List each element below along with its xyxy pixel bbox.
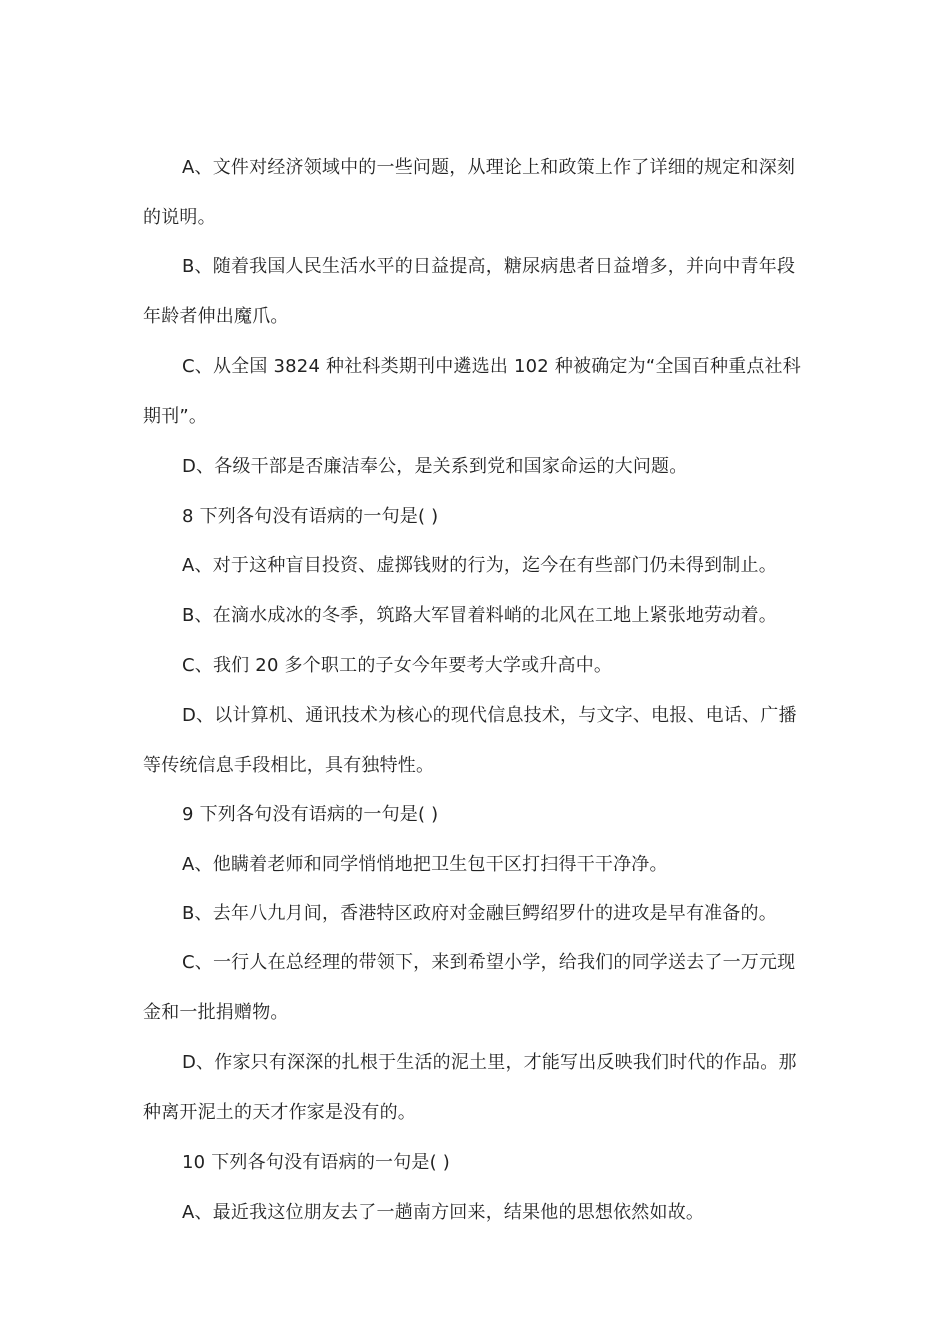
option-a-q7: A、文件对经济领域中的一些问题，从理论上和政策上作了详细的规定和深刻的说明。: [143, 157, 796, 228]
question-8: 8 下列各句没有语病的一句是( ): [182, 506, 439, 527]
option-a-q10: A、最近我这位朋友去了一趟南方回来，结果他的思想依然如故。: [182, 1202, 705, 1223]
option-c-q9: C、一行人在总经理的带领下，来到希望小学，给我们的同学送去了一万元现金和一批捐赠物。: [143, 952, 796, 1023]
option-b-q7: B、随着我国人民生活水平的日益提高，糖尿病患者日益增多，并向中青年段年龄者伸出魔爪。: [143, 256, 796, 327]
option-d-q9: D、作家只有深深的扎根于生活的泥土里，才能写出反映我们时代的作品。那种离开泥土的天才作家是没有的。: [143, 1052, 797, 1123]
question-10: 10 下列各句没有语病的一句是( ): [182, 1152, 450, 1173]
option-c-q8: C、我们 20 多个职工的子女今年要考大学或升高中。: [182, 655, 613, 676]
question-9: 9 下列各句没有语病的一句是( ): [182, 804, 439, 825]
option-b-q9: B、去年八九月间，香港特区政府对金融巨鳄绍罗什的进攻是早有准备的。: [182, 903, 777, 924]
option-a-q8: A、对于这种盲目投资、虚掷钱财的行为，迄今在有些部门仍未得到制止。: [182, 555, 777, 576]
option-b-q8: B、在滴水成冰的冬季，筑路大军冒着料峭的北风在工地上紧张地劳动着。: [182, 605, 777, 626]
option-d-q7: D、各级干部是否廉洁奉公，是关系到党和国家命运的大问题。: [182, 456, 688, 477]
option-c-q7: C、从全国 3824 种社科类期刊中遴选出 102 种被确定为“全国百种重点社科期刊”。: [143, 356, 801, 427]
option-a-q9: A、他瞒着老师和同学悄悄地把卫生包干区打扫得干干净净。: [182, 854, 668, 875]
option-d-q8: D、以计算机、通讯技术为核心的现代信息技术，与文字、电报、电话、广播等传统信息手段相比，具有独特性。: [143, 705, 797, 776]
